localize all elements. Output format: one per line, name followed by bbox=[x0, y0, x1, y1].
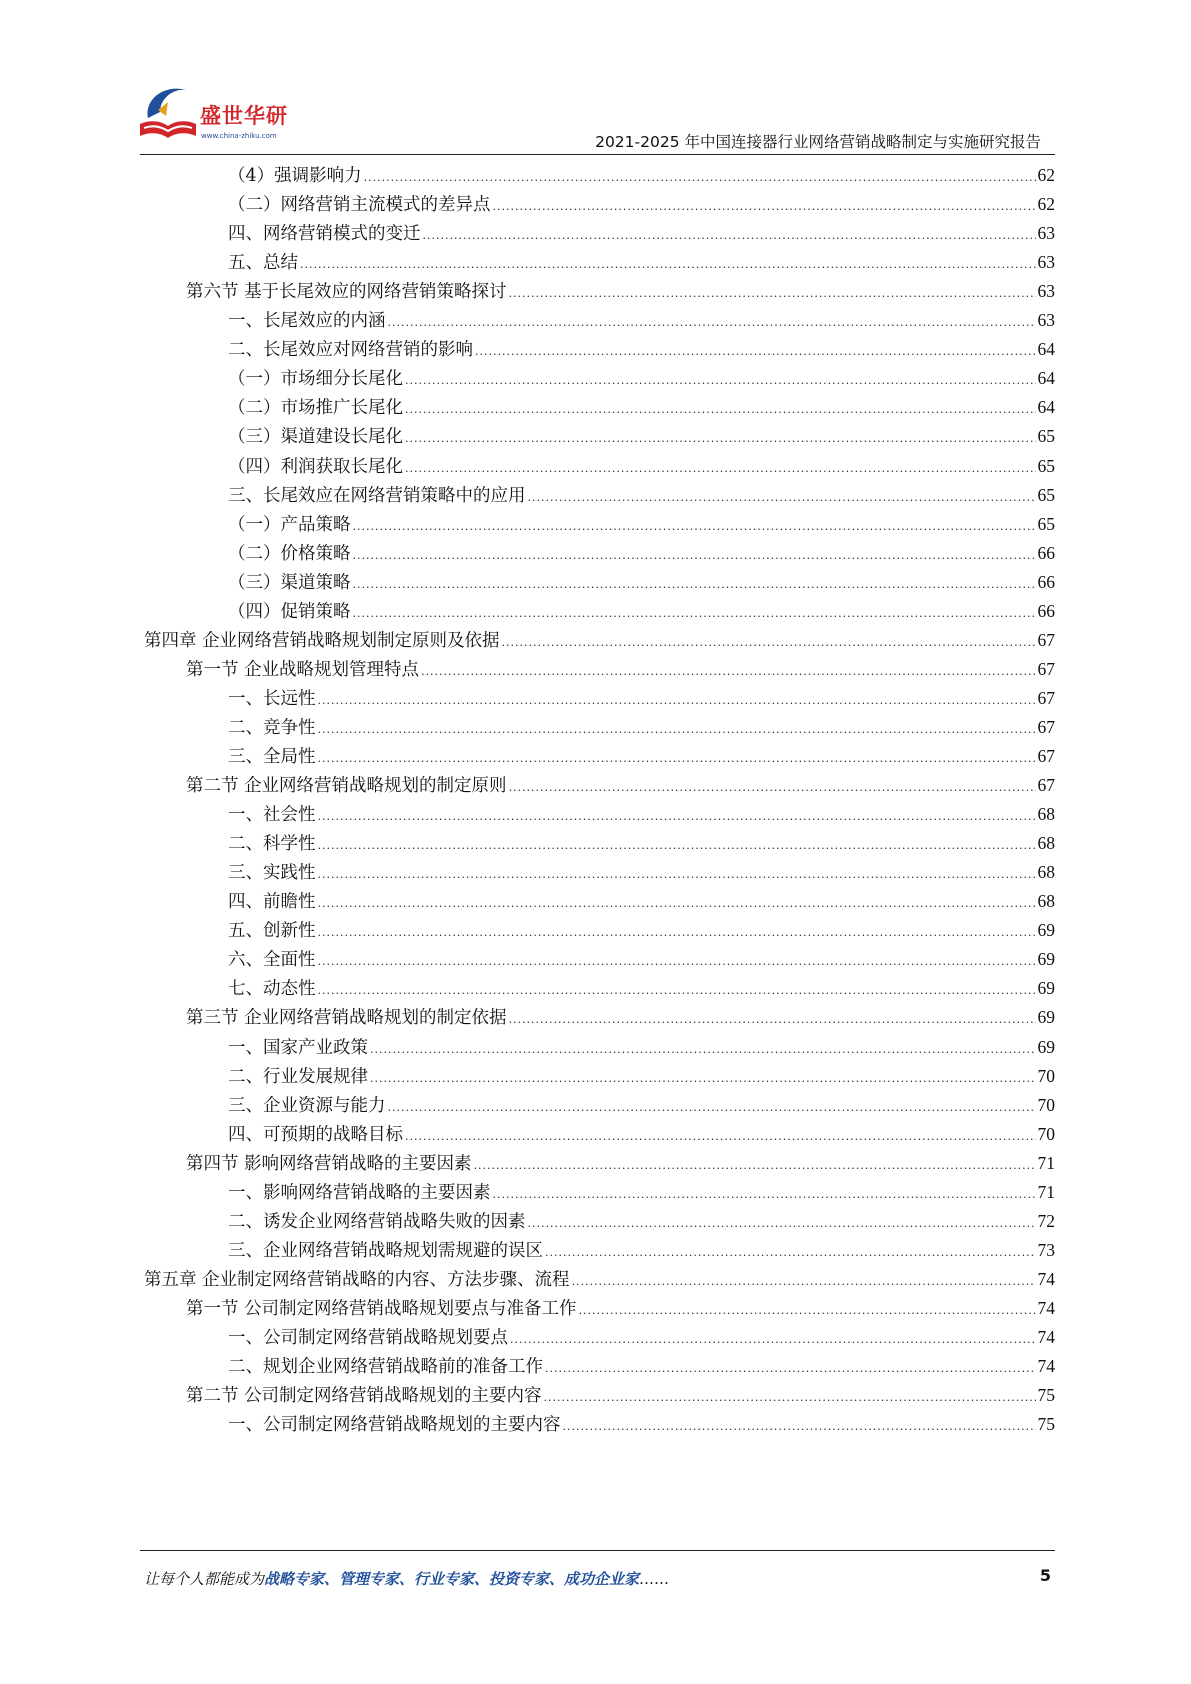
toc-entry-title: 五、创新性 bbox=[228, 921, 316, 942]
toc-entry-title: 第四节 影响网络营销战略的主要因素 bbox=[186, 1153, 472, 1174]
toc-entry[interactable] bbox=[228, 392, 1055, 423]
toc-entry-page: 74 bbox=[1037, 1268, 1055, 1289]
toc-entry-title: 第一节 企业战略规划管理特点 bbox=[186, 659, 420, 680]
toc-entry-page: 66 bbox=[1037, 542, 1055, 563]
toc-entry-title: 四、可预期的战略目标 bbox=[228, 1124, 403, 1145]
toc-entry[interactable] bbox=[186, 1002, 1055, 1033]
toc-entry[interactable] bbox=[186, 1380, 1055, 1411]
toc-entry-page: 67 bbox=[1037, 629, 1055, 650]
toc-entry-title: （三）渠道策略 bbox=[228, 572, 351, 593]
toc-entry-page: 64 bbox=[1037, 368, 1055, 389]
toc-entry[interactable] bbox=[228, 363, 1055, 394]
page-number: 5 bbox=[1039, 1566, 1051, 1585]
toc-entry[interactable] bbox=[228, 973, 1055, 1004]
toc-entry[interactable] bbox=[228, 538, 1055, 569]
toc-entry[interactable] bbox=[228, 828, 1055, 859]
toc-entry-page: 67 bbox=[1037, 658, 1055, 679]
toc-entry-page: 63 bbox=[1037, 223, 1055, 244]
toc-entry[interactable] bbox=[228, 421, 1055, 452]
toc-entry-title: 一、长远性 bbox=[228, 688, 316, 709]
toc-entry[interactable] bbox=[228, 944, 1055, 975]
toc-entry-title: （二）市场推广长尾化 bbox=[228, 398, 403, 419]
toc-entry-page: 68 bbox=[1037, 862, 1055, 883]
toc-entry-title: 三、企业网络营销战略规划需规避的误区 bbox=[228, 1240, 543, 1261]
toc-entry-page: 69 bbox=[1037, 978, 1055, 999]
footer-slogan-prefix: 让每个人都能成为 bbox=[144, 1570, 265, 1588]
toc-entry[interactable] bbox=[228, 596, 1055, 627]
toc-entry[interactable] bbox=[228, 334, 1055, 365]
toc-entry[interactable] bbox=[144, 1264, 1055, 1295]
toc-entry-title: 一、社会性 bbox=[228, 805, 316, 826]
toc-entry-title: 二、长尾效应对网络营销的影响 bbox=[228, 340, 473, 361]
toc-entry-title: 五、总结 bbox=[228, 253, 298, 274]
toc-entry-page: 75 bbox=[1037, 1385, 1055, 1406]
toc-entry-title: 第三节 企业网络营销战略规划的制定依据 bbox=[186, 1008, 507, 1029]
toc-entry-page: 65 bbox=[1037, 513, 1055, 534]
toc-entry-title: 第一节 公司制定网络营销战略规划要点与准备工作 bbox=[186, 1298, 577, 1319]
toc-entry-title: 二、行业发展规律 bbox=[228, 1066, 368, 1087]
toc-entry[interactable] bbox=[228, 1119, 1055, 1150]
toc-entry-title: 一、长尾效应的内涵 bbox=[228, 311, 386, 332]
toc-entry[interactable] bbox=[228, 509, 1055, 540]
toc-entry-title: （四）促销策略 bbox=[228, 601, 351, 622]
toc-entry-page: 64 bbox=[1037, 397, 1055, 418]
toc-entry-page: 66 bbox=[1037, 571, 1055, 592]
toc-entry-title: 三、全局性 bbox=[228, 747, 316, 767]
toc-entry[interactable] bbox=[228, 480, 1055, 511]
toc-entry[interactable] bbox=[228, 799, 1055, 830]
toc-entry-page: 63 bbox=[1037, 310, 1055, 331]
toc-entry[interactable] bbox=[186, 276, 1055, 307]
page-header bbox=[0, 0, 1191, 160]
toc-entry-page: 67 bbox=[1037, 716, 1055, 737]
toc-entry-page: 73 bbox=[1037, 1239, 1055, 1260]
toc-entry-page: 68 bbox=[1037, 833, 1055, 854]
toc-entry-title: 第四章 企业网络营销战略规划制定原则及依据 bbox=[144, 630, 500, 651]
toc-entry[interactable] bbox=[228, 451, 1055, 482]
toc-entry-page: 69 bbox=[1037, 920, 1055, 941]
footer-slogan-suffix: …… bbox=[639, 1570, 670, 1588]
toc-entry-title: 一、国家产业政策 bbox=[228, 1037, 368, 1058]
toc-entry-page: 69 bbox=[1037, 1007, 1055, 1028]
footer-slogan-highlight: 战略专家、管理专家、行业专家、投资专家、成功企业家 bbox=[264, 1570, 640, 1588]
footer-divider bbox=[140, 1550, 1055, 1551]
toc-entry[interactable] bbox=[228, 1409, 1055, 1440]
toc-entry-title: 第二节 企业网络营销战略规划的制定原则 bbox=[186, 776, 507, 797]
toc-entry-title: 六、全面性 bbox=[228, 950, 316, 971]
toc-entry[interactable] bbox=[228, 305, 1055, 336]
toc-entry-page: 63 bbox=[1037, 252, 1055, 273]
toc-entry[interactable] bbox=[186, 1293, 1055, 1324]
toc-entry[interactable] bbox=[228, 915, 1055, 946]
toc-entry[interactable] bbox=[228, 712, 1055, 743]
toc-entry-title: 四、网络营销模式的变迁 bbox=[228, 224, 421, 245]
toc-entry[interactable] bbox=[228, 1206, 1055, 1237]
toc-entry-page: 68 bbox=[1037, 891, 1055, 912]
toc-entry[interactable] bbox=[228, 1090, 1055, 1121]
toc-entry-title: 第五章 企业制定网络营销战略的内容、方法步骤、流程 bbox=[144, 1269, 570, 1290]
toc-entry-page: 70 bbox=[1037, 1123, 1055, 1144]
toc-entry-page: 71 bbox=[1037, 1181, 1055, 1202]
toc-entry-page: 69 bbox=[1037, 949, 1055, 970]
toc-entry-title: 四、前瞻性 bbox=[228, 892, 316, 913]
toc-entry-title: （一）产品策略 bbox=[228, 514, 351, 535]
toc-entry-title: 三、企业资源与能力 bbox=[228, 1095, 386, 1116]
toc-entry-title: （4）强调影响力 bbox=[228, 166, 362, 186]
toc-entry[interactable] bbox=[228, 1061, 1055, 1092]
toc-entry-title: （四）利润获取长尾化 bbox=[228, 456, 403, 477]
toc-entry-title: 七、动态性 bbox=[228, 979, 316, 1000]
toc-entry-page: 67 bbox=[1037, 746, 1055, 766]
toc-entry[interactable] bbox=[228, 160, 1055, 191]
toc-entry[interactable] bbox=[228, 567, 1055, 598]
toc-entry[interactable] bbox=[228, 1032, 1055, 1063]
toc-entry-title: （二）网络营销主流模式的差异点 bbox=[228, 195, 491, 216]
toc-entry-page: 70 bbox=[1037, 1065, 1055, 1086]
toc-entry[interactable] bbox=[228, 857, 1055, 888]
toc-entry-page: 67 bbox=[1037, 775, 1055, 796]
toc-entry[interactable] bbox=[186, 770, 1055, 801]
toc-entry[interactable] bbox=[228, 741, 1055, 772]
toc-entry-page: 64 bbox=[1037, 339, 1055, 360]
toc-entry-title: 第六节 基于长尾效应的网络营销策略探讨 bbox=[186, 282, 507, 303]
toc-entry-page: 66 bbox=[1037, 600, 1055, 621]
toc-entry-page: 72 bbox=[1037, 1210, 1055, 1231]
toc-entry-title: 三、长尾效应在网络营销策略中的应用 bbox=[228, 485, 526, 506]
toc-entry-title: （一）市场细分长尾化 bbox=[228, 369, 403, 390]
logo-text: 盛世华研 bbox=[200, 104, 288, 128]
toc-entry-page: 67 bbox=[1037, 687, 1055, 708]
toc-entry-page: 74 bbox=[1037, 1356, 1055, 1377]
logo-url: www.china-zhiku.com bbox=[201, 132, 277, 140]
toc-entry-title: 二、科学性 bbox=[228, 834, 316, 855]
toc-entry[interactable] bbox=[228, 1177, 1055, 1208]
toc-entry-title: 三、实践性 bbox=[228, 863, 316, 884]
toc-dot-leader bbox=[563, 1411, 1036, 1442]
toc-entry-title: 一、影响网络营销战略的主要因素 bbox=[228, 1182, 491, 1203]
header-divider bbox=[140, 154, 1055, 155]
toc-entry-title: 二、竞争性 bbox=[228, 717, 316, 738]
toc-entry[interactable] bbox=[186, 1148, 1055, 1179]
toc-entry[interactable] bbox=[228, 1322, 1055, 1353]
toc-entry[interactable] bbox=[228, 886, 1055, 917]
toc-entry[interactable] bbox=[228, 1351, 1055, 1382]
toc-entry-page: 63 bbox=[1037, 281, 1055, 302]
toc-entry-title: 二、规划企业网络营销战略前的准备工作 bbox=[228, 1357, 543, 1378]
document-title: 2021-2025 年中国连接器行业网络营销战略制定与实施研究报告 bbox=[595, 133, 1041, 151]
toc-entry-page: 69 bbox=[1037, 1036, 1055, 1057]
toc-entry-page: 62 bbox=[1037, 194, 1055, 215]
toc-entry-page: 70 bbox=[1037, 1094, 1055, 1115]
toc-entry-page: 75 bbox=[1037, 1414, 1055, 1435]
toc-entry-page: 65 bbox=[1037, 484, 1055, 505]
toc-entry-title: （三）渠道建设长尾化 bbox=[228, 427, 403, 448]
toc-entry-page: 65 bbox=[1037, 426, 1055, 447]
toc-entry-page: 71 bbox=[1037, 1152, 1055, 1173]
toc-entry-title: 二、诱发企业网络营销战略失败的因素 bbox=[228, 1211, 526, 1232]
toc-entry-page: 65 bbox=[1037, 455, 1055, 476]
toc-entry-title: 一、公司制定网络营销战略规划的主要内容 bbox=[228, 1415, 561, 1436]
toc-entry-page: 74 bbox=[1037, 1327, 1055, 1347]
toc-entry-title: 第二节 公司制定网络营销战略规划的主要内容 bbox=[186, 1386, 542, 1407]
toc-entry-title: 一、公司制定网络营销战略规划要点 bbox=[228, 1328, 508, 1348]
toc-entry-title: （二）价格策略 bbox=[228, 543, 351, 564]
toc-entry-page: 62 bbox=[1037, 165, 1055, 185]
footer-slogan bbox=[144, 1568, 669, 1589]
toc-entry[interactable] bbox=[228, 189, 1055, 220]
toc-entry-page: 68 bbox=[1037, 804, 1055, 825]
toc-entry[interactable] bbox=[186, 654, 1055, 685]
toc-entry[interactable] bbox=[228, 683, 1055, 714]
toc-entry[interactable] bbox=[228, 218, 1055, 249]
toc-entry[interactable] bbox=[144, 625, 1055, 656]
toc-entry[interactable] bbox=[228, 247, 1055, 278]
toc-entry-page: 74 bbox=[1037, 1297, 1055, 1318]
toc-entry[interactable] bbox=[228, 1235, 1055, 1266]
